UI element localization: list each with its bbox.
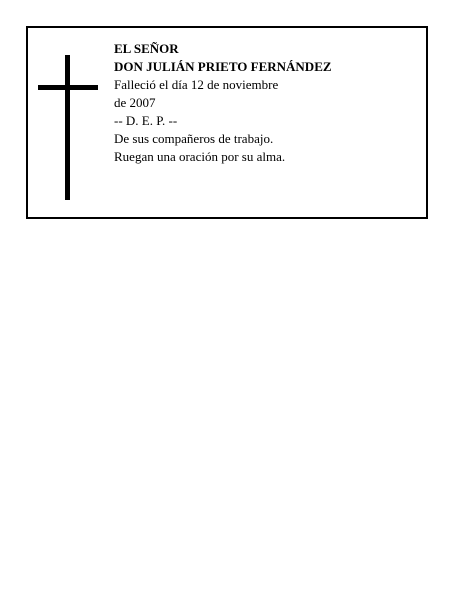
obituary-notice (26, 26, 428, 219)
deceased-name: DON JULIÁN PRIETO FERNÁNDEZ (114, 59, 332, 74)
deceased-title: EL SEÑOR (114, 41, 179, 56)
obituary-text (114, 40, 332, 166)
death-date-line-2: de 2007 (114, 95, 156, 110)
prayer-request: Ruegan una oración por su alma. (114, 149, 286, 164)
sender-line: De sus compañeros de trabajo. (114, 131, 274, 146)
death-date-line-1: Falleció el día 12 de noviembre (114, 77, 279, 92)
rest-in-peace: -- D. E. P. -- (114, 113, 178, 128)
cross-vertical-bar (65, 55, 70, 200)
cross-horizontal-bar (38, 85, 98, 90)
latin-cross-icon (38, 55, 98, 200)
